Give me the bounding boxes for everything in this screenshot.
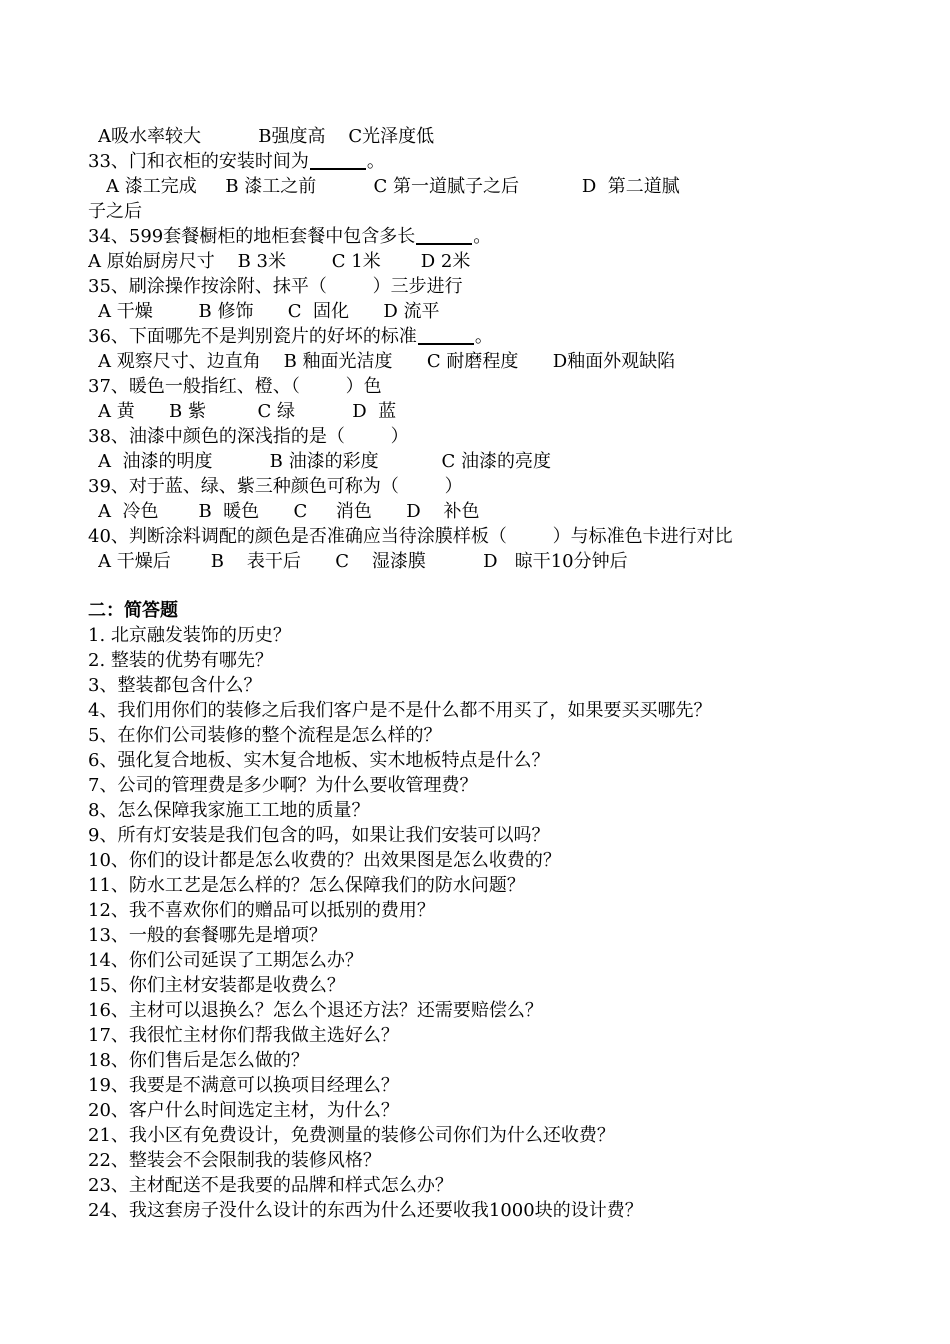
q33-options-wrap: 子之后	[88, 201, 142, 222]
q36-blank	[418, 325, 474, 345]
q36-options: A 观察尺寸、边直角 B 釉面光洁度 C 耐磨程度 D釉面外观缺陷	[98, 351, 676, 372]
q38-question: 38、油漆中颜色的深浅指的是（ ）	[88, 426, 409, 447]
q34-suffix: 。	[473, 226, 492, 247]
list-item: 5、在你们公司装修的整个流程是怎么样的？	[88, 725, 442, 746]
q33-suffix: 。	[366, 151, 385, 172]
q34-question	[88, 224, 878, 249]
list-item: 15、你们主材安装都是收费么？	[88, 975, 345, 996]
q33-text: 33、门和衣柜的安装时间为	[88, 151, 309, 172]
list-item: 9、所有灯安装是我们包含的吗，如果让我们安装可以吗？	[88, 825, 550, 846]
list-item: 18、你们售后是怎么做的？	[88, 1050, 309, 1071]
list-item: 21、我小区有免费设计，免费测量的装修公司你们为什么还收费？	[88, 1125, 615, 1146]
list-item: 12、我不喜欢你们的赠品可以抵别的费用？	[88, 900, 435, 921]
list-item: 3、整装都包含什么？	[88, 675, 262, 696]
q39-options: A 冷色 B 暖色 C 消色 D 补色	[98, 501, 480, 522]
q36-text: 36、下面哪先不是判别瓷片的好坏的标准	[88, 326, 417, 347]
list-item: 24、我这套房子没什么设计的东西为什么还要收我1000块的设计费？	[88, 1200, 643, 1221]
q36-suffix: 。	[474, 326, 493, 347]
list-item: 13、一般的套餐哪先是增项？	[88, 925, 327, 946]
list-item: 7、公司的管理费是多少啊？为什么要收管理费？	[88, 775, 478, 796]
list-item: 22、整装会不会限制我的装修风格？	[88, 1150, 381, 1171]
q37-question: 37、暖色一般指红、橙、（ ）色	[88, 376, 382, 397]
q37-options: A 黄 B 紫 C 绿 D 蓝	[98, 401, 397, 422]
list-item: 8、怎么保障我家施工工地的质量？	[88, 800, 370, 821]
section-heading: 二：简答题	[88, 600, 178, 621]
q40-options: A 干燥后 B 表干后 C 湿漆膜 D 晾干10分钟后	[98, 551, 628, 572]
q36-question	[88, 324, 878, 349]
list-item: 17、我很忙主材你们帮我做主选好么？	[88, 1025, 399, 1046]
q33-question	[88, 149, 878, 174]
q40-question: 40、判断涂料调配的颜色是否准确应当待涂膜样板（ ）与标准色卡进行对比	[88, 526, 733, 547]
q34-options: A 原始厨房尺寸 B 3米 C 1米 D 2米	[88, 251, 471, 272]
list-item: 20、客户什么时间选定主材，为什么？	[88, 1100, 399, 1121]
list-item: 11、防水工艺是怎么样的？怎么保障我们的防水问题？	[88, 875, 525, 896]
q34-text: 34、599套餐橱柜的地柜套餐中包含多长	[88, 226, 416, 247]
q35-question: 35、刷涂操作按涂附、抹平（ ）三步进行	[88, 276, 463, 297]
q34-blank	[416, 225, 472, 245]
q33-blank	[310, 150, 366, 170]
q38-options: A 油漆的明度 B 油漆的彩度 C 油漆的亮度	[98, 451, 552, 472]
list-item: 6、强化复合地板、实木复合地板、实木地板特点是什么？	[88, 750, 550, 771]
list-item: 19、我要是不满意可以换项目经理么？	[88, 1075, 399, 1096]
list-item: 16、主材可以退换么？怎么个退还方法？还需要赔偿么？	[88, 1000, 543, 1021]
list-item: 2. 整装的优势有哪先？	[88, 650, 273, 671]
q35-options: A 干燥 B 修饰 C 固化 D 流平	[98, 301, 440, 322]
list-item: 23、主材配送不是我要的品牌和样式怎么办？	[88, 1175, 453, 1196]
list-item: 14、你们公司延误了工期怎么办？	[88, 950, 363, 971]
list-item: 1. 北京融发装饰的历史？	[88, 625, 291, 646]
q32-options: A吸水率较大 B强度高 C光泽度低	[98, 126, 435, 147]
list-item: 4、我们用你们的装修之后我们客户是不是什么都不用买了，如果要买买哪先？	[88, 700, 712, 721]
q39-question: 39、对于蓝、绿、紫三种颜色可称为（ ）	[88, 476, 463, 497]
list-item: 10、你们的设计都是怎么收费的？出效果图是怎么收费的？	[88, 850, 561, 871]
q33-options: A 漆工完成 B 漆工之前 C 第一道腻子之后 D 第二道腻	[106, 176, 680, 197]
